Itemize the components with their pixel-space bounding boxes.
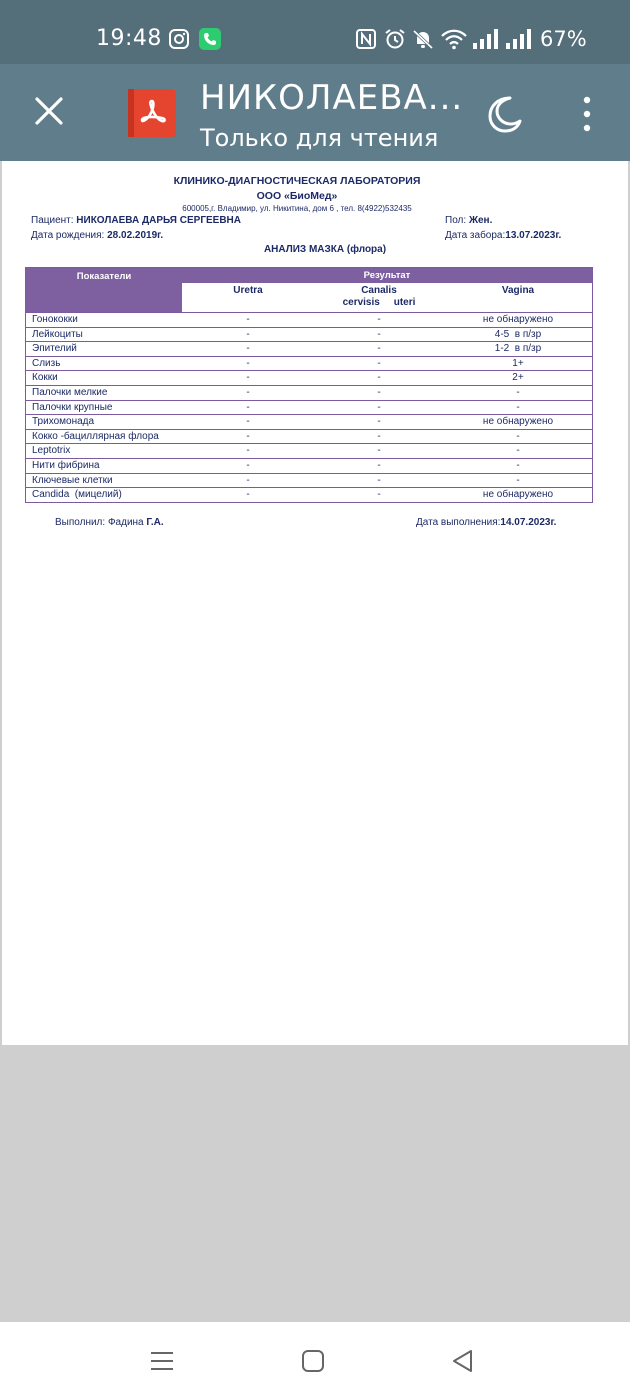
row-uretra: - bbox=[246, 401, 250, 413]
row-indicator: Лейкоциты bbox=[32, 328, 83, 340]
row-vagina: 1-2 в п/зр bbox=[494, 343, 542, 355]
table-row bbox=[26, 473, 592, 488]
moon-icon[interactable] bbox=[484, 94, 524, 134]
row-canalis: - bbox=[377, 314, 381, 325]
birth-label: Дата рождения: bbox=[31, 230, 105, 241]
row-indicator: Трихомонада bbox=[32, 416, 95, 428]
pdf-page[interactable] bbox=[2, 161, 628, 1045]
birth-value: 28.02.2019г. bbox=[107, 230, 164, 241]
row-canalis: - bbox=[377, 401, 381, 413]
row-uretra: - bbox=[246, 489, 250, 501]
table-row bbox=[26, 443, 592, 458]
close-icon[interactable] bbox=[34, 96, 64, 126]
row-vagina: не обнаружено bbox=[482, 489, 554, 501]
home-icon[interactable] bbox=[300, 1348, 326, 1374]
collect-value: 13.07.2023г. bbox=[505, 230, 562, 241]
row-indicator: Эпителий bbox=[32, 343, 77, 355]
sex-line bbox=[445, 215, 492, 226]
row-indicator: Нити фибрина bbox=[32, 459, 100, 471]
row-vagina: - bbox=[516, 386, 520, 398]
nfc-icon bbox=[356, 28, 376, 50]
row-canalis: - bbox=[377, 489, 381, 501]
row-uretra: - bbox=[246, 416, 250, 428]
sex-value: Жен. bbox=[468, 215, 493, 226]
lab-address: 600005,г. Владимир, ул. Никитина, дом 6 , тел. 8(4922)532435 bbox=[182, 204, 412, 213]
row-canalis: - bbox=[377, 445, 381, 457]
alarm-icon bbox=[384, 28, 406, 50]
header-canalis-label-1: Canalis bbox=[361, 285, 397, 296]
system-nav-bar bbox=[0, 1322, 630, 1400]
table-row bbox=[26, 429, 592, 444]
patient-label: Пациент: bbox=[31, 215, 74, 226]
header-vagina-label: Vagina bbox=[501, 285, 535, 296]
results-table bbox=[25, 267, 593, 503]
bell-off-icon bbox=[412, 28, 434, 50]
table-row bbox=[26, 312, 592, 327]
row-indicator: Кокко -бациллярная флора bbox=[32, 430, 159, 442]
row-canalis: - bbox=[377, 459, 381, 471]
row-indicator: Candida (мицелий) bbox=[32, 489, 122, 501]
lab-name: КЛИНИКО-ДИАГНОСТИЧЕСКАЯ ЛАБОРАТОРИЯ bbox=[173, 175, 421, 187]
read-only-label: Только для чтения bbox=[200, 124, 439, 152]
row-uretra: - bbox=[246, 328, 250, 340]
row-canalis: - bbox=[377, 328, 381, 340]
instagram-icon bbox=[168, 28, 190, 50]
done-value: 14.07.2023г. bbox=[500, 517, 557, 528]
row-canalis: - bbox=[377, 416, 381, 428]
row-vagina: - bbox=[516, 459, 520, 471]
header-vagina bbox=[444, 283, 592, 312]
app-bar bbox=[0, 64, 630, 161]
table-row bbox=[26, 356, 592, 371]
patient-line bbox=[31, 215, 241, 226]
back-icon[interactable] bbox=[450, 1348, 476, 1374]
row-indicator: Кокки bbox=[32, 372, 58, 384]
table-row bbox=[26, 341, 592, 356]
row-canalis: - bbox=[377, 386, 381, 398]
sex-label: Пол: bbox=[445, 215, 467, 226]
table-row bbox=[26, 385, 592, 400]
table-row bbox=[26, 458, 592, 473]
row-indicator: Гонококки bbox=[32, 314, 78, 325]
row-indicator: Палочки крупные bbox=[32, 401, 113, 413]
status-bar bbox=[0, 0, 630, 64]
header-canalis bbox=[314, 283, 444, 312]
row-uretra: - bbox=[246, 343, 250, 355]
header-uretra-label: Uretra bbox=[233, 285, 263, 296]
battery-level: 67% bbox=[540, 27, 587, 51]
row-vagina: не обнаружено bbox=[482, 314, 554, 325]
table-header bbox=[26, 268, 592, 312]
table-row bbox=[26, 370, 592, 385]
row-indicator: Leptotrix bbox=[32, 445, 71, 457]
birth-line bbox=[31, 230, 163, 241]
row-uretra: - bbox=[246, 386, 250, 398]
performed-by bbox=[55, 517, 164, 528]
row-indicator: Слизь bbox=[32, 357, 61, 369]
patient-name: НИКОЛАЕВА ДАРЬЯ СЕРГЕЕВНА bbox=[76, 215, 241, 226]
signal-icon bbox=[472, 28, 500, 50]
row-uretra: - bbox=[246, 430, 250, 442]
collect-line bbox=[445, 230, 561, 241]
phone-call-icon bbox=[199, 28, 221, 50]
row-canalis: - bbox=[377, 474, 381, 486]
row-vagina: не обнаружено bbox=[482, 416, 554, 428]
collect-label: Дата забора: bbox=[445, 230, 506, 241]
table-row bbox=[26, 327, 592, 342]
performed-label: Выполнил: Фадина bbox=[55, 517, 144, 528]
completion-date bbox=[416, 517, 556, 528]
row-canalis: - bbox=[377, 372, 381, 384]
row-vagina: 1+ bbox=[512, 357, 524, 369]
analysis-title: АНАЛИЗ МАЗКА (флора) bbox=[263, 244, 387, 255]
signal-icon bbox=[505, 28, 533, 50]
pdf-icon bbox=[128, 89, 176, 137]
row-canalis: - bbox=[377, 343, 381, 355]
row-uretra: - bbox=[246, 445, 250, 457]
recent-apps-icon[interactable] bbox=[149, 1348, 175, 1374]
table-row bbox=[26, 400, 592, 415]
row-uretra: - bbox=[246, 314, 250, 325]
status-time: 19:48 bbox=[96, 26, 162, 51]
row-uretra: - bbox=[246, 459, 250, 471]
row-indicator: Палочки мелкие bbox=[32, 386, 108, 398]
header-indicators: Показатели bbox=[26, 268, 182, 312]
done-label: Дата выполнения: bbox=[416, 517, 501, 528]
header-result: Результат bbox=[182, 268, 592, 283]
row-vagina: - bbox=[516, 474, 520, 486]
row-indicator: Ключевые клетки bbox=[32, 474, 113, 486]
row-vagina: - bbox=[516, 430, 520, 442]
more-vertical-icon[interactable] bbox=[578, 94, 596, 134]
lab-organization: ООО «БиоМед» bbox=[256, 190, 338, 202]
row-vagina: 4-5 в п/зр bbox=[494, 328, 542, 340]
table-row bbox=[26, 487, 592, 502]
row-vagina: - bbox=[516, 401, 520, 413]
performed-initials: Г.А. bbox=[146, 517, 164, 528]
row-vagina: 2+ bbox=[512, 372, 524, 384]
header-uretra bbox=[182, 283, 314, 312]
row-uretra: - bbox=[246, 357, 250, 369]
document-title: НИКОЛАЕВА... bbox=[200, 78, 464, 118]
row-uretra: - bbox=[246, 474, 250, 486]
header-canalis-label-2: cervisis uteri bbox=[342, 297, 416, 308]
row-canalis: - bbox=[377, 430, 381, 442]
row-vagina: - bbox=[516, 445, 520, 457]
wifi-icon bbox=[441, 28, 467, 50]
row-uretra: - bbox=[246, 372, 250, 384]
row-canalis: - bbox=[377, 357, 381, 369]
table-row bbox=[26, 414, 592, 429]
